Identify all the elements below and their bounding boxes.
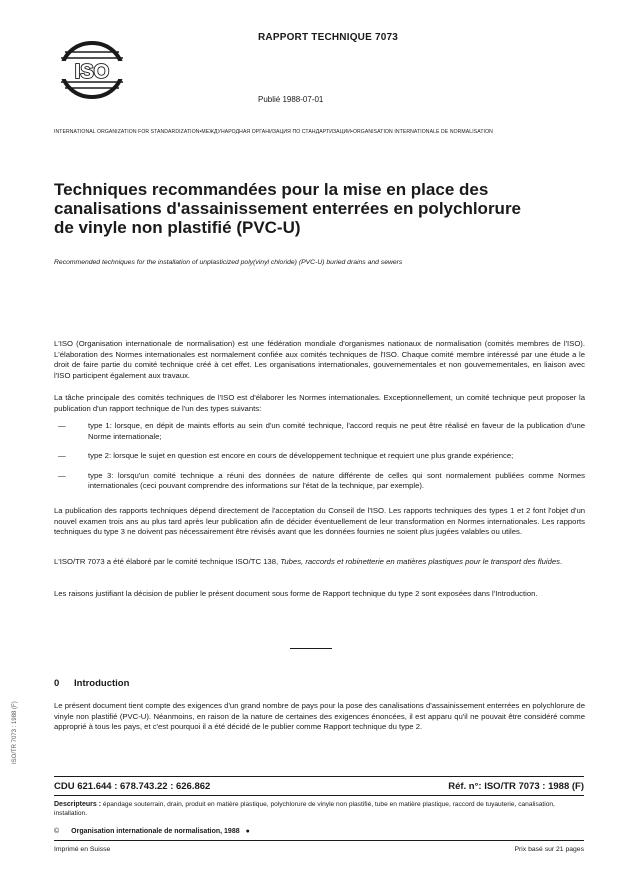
committee-title: Tubes, raccords et robinetterie en matières plastiques pour le transport des fluides	[280, 557, 560, 566]
copyright	[54, 828, 250, 835]
period: .	[560, 557, 563, 566]
title-line-3: de vinyle non plastifié (PVC-U)	[54, 218, 301, 237]
side-reference-code: ISO/TR 7073 : 1988 (F)	[12, 701, 18, 764]
committee-text: L'ISO/TR 7073 a été élaboré par le comité technique ISO/TC 138,	[54, 557, 281, 566]
descriptors-label: Descripteurs :	[54, 801, 102, 808]
title-line-1: Techniques recommandées pour la mise en place des	[54, 180, 489, 199]
section-number: 0	[54, 678, 60, 689]
list-dash: —	[58, 451, 66, 461]
separator-line	[290, 648, 332, 649]
foreword-paragraph-1: L'ISO (Organisation internationale de normalisation) est une fédération mondiale d'organismes nationaux de normalisation (comités membres de l'ISO). L'élaboration des Normes internationales est normalement confiée aux comités techniques de l'ISO. Chaque comité membre intéressé par une étude a le droit de faire partie du comité technique créé à cet effet. Les organisations internationales, gouvernementales et non gouvernementales, en liaison avec l'ISO participent également aux travaux.	[54, 339, 585, 380]
copyright-icon: ©	[54, 828, 60, 835]
report-title: RAPPORT TECHNIQUE 7073	[258, 32, 398, 43]
footer-rule-top	[54, 776, 584, 777]
cdu-code: CDU 621.644 : 678.743.22 : 626.862	[54, 781, 211, 792]
list-item	[54, 451, 585, 462]
organization-line: INTERNATIONAL ORGANIZATION FOR STANDARDIZATION•МЕЖДУНАРОДНАЯ ОРГАНИЗАЦИЯ ПО СТАНДАРТИЗАЦИИ•ORGANISATION INTERNATIONALE DE NORMALISATION	[54, 129, 493, 135]
footer-rule-middle	[54, 795, 584, 796]
list-dash: —	[58, 470, 66, 480]
iso-logo	[54, 40, 130, 100]
foreword-paragraph-5: Les raisons justifiant la décision de publier le présent document sous forme de Rapport technique du type 2 sont exposées dans l'Introduction.	[54, 589, 538, 598]
foreword-paragraph-3: La publication des rapports techniques dépend directement de l'acceptation du Conseil de l'ISO. Les rapports techniques des types 1 et 2 font l'objet d'un nouvel examen trois ans au plus tard après leur publication afin de décider éventuellement de leur transformation en Normes internationales. Les rapports techniques du type 3 ne doivent pas nécessairement être révisés avant que les données fournies ne soient plus jugées valables ou utiles.	[54, 506, 585, 537]
report-types-list	[54, 421, 585, 492]
publication-date: Publié 1988-07-01	[258, 95, 324, 104]
list-item	[54, 421, 585, 442]
list-item-text: type 2: lorsque le sujet en question est encore en cours de développement technique et requiert une plus grande expérience;	[88, 451, 514, 461]
list-dash: —	[58, 421, 66, 430]
descriptors	[54, 800, 585, 818]
introduction-text: Le présent document tient compte des exigences d'un grand nombre de pays pour la pose des canalisations d'assainissement enterrées en polychlorure de vinyle non plastifié (PVC-U). Néanmoins, en raison de la nature de certaines des exigences énoncées, il est apparu qu'il ne pouvait être considéré comme approprié à tous les pays, et c'est pourquoi il a été décidé de le publier comme Rapport technique du type 2.	[54, 701, 585, 732]
footer-rule-bottom	[54, 840, 584, 841]
list-item	[54, 471, 585, 492]
list-item-text: type 1: lorsque, en dépit de maints efforts au sein d'un comité technique, l'accord requis ne peut être réalisé en faveur de la publication d'une Norme internationale;	[88, 421, 585, 441]
section-title: Introduction	[74, 678, 130, 689]
reference-number: Réf. n°: ISO/TR 7073 : 1988 (F)	[448, 781, 584, 792]
section-heading	[54, 678, 129, 689]
title-line-2: canalisations d'assainissement enterrées en polychlorure	[54, 199, 522, 218]
bullet-icon: ●	[245, 828, 250, 835]
document-title	[54, 180, 574, 237]
list-item-text: type 3: lorsqu'un comité technique a réuni des données de nature différente de celles qui sont normalement publiées comme Normes internationales (ceci pouvant comprendre des informations sur l'état de la technique, par exemple).	[88, 470, 585, 491]
price-basis: Prix basé sur 21 pages	[514, 846, 584, 853]
foreword-paragraph-2: La tâche principale des comités techniques de l'ISO est d'élaborer les Normes internationales. Exceptionnellement, un comité technique peut proposer la publication d'un rapport technique de l'un des types suivants:	[54, 393, 585, 413]
foreword-paragraph-4	[54, 557, 585, 568]
iso-logo-graphic	[54, 40, 130, 100]
printed-in: Imprimé en Suisse	[54, 846, 111, 853]
iso-logo-text: ISO	[74, 61, 110, 83]
copyright-text: Organisation internationale de normalisation, 1988	[71, 828, 240, 835]
english-title: Recommended techniques for the installation of unplasticized poly(vinyl chloride) (PVC-U) buried drains and sewers	[54, 259, 403, 266]
descriptors-text: épandage souterrain, drain, produit en matière plastique, polychlorure de vinyle non plastifié, tube en matière plastique, raccord de tuyauterie, canalisation, installation.	[54, 801, 555, 817]
